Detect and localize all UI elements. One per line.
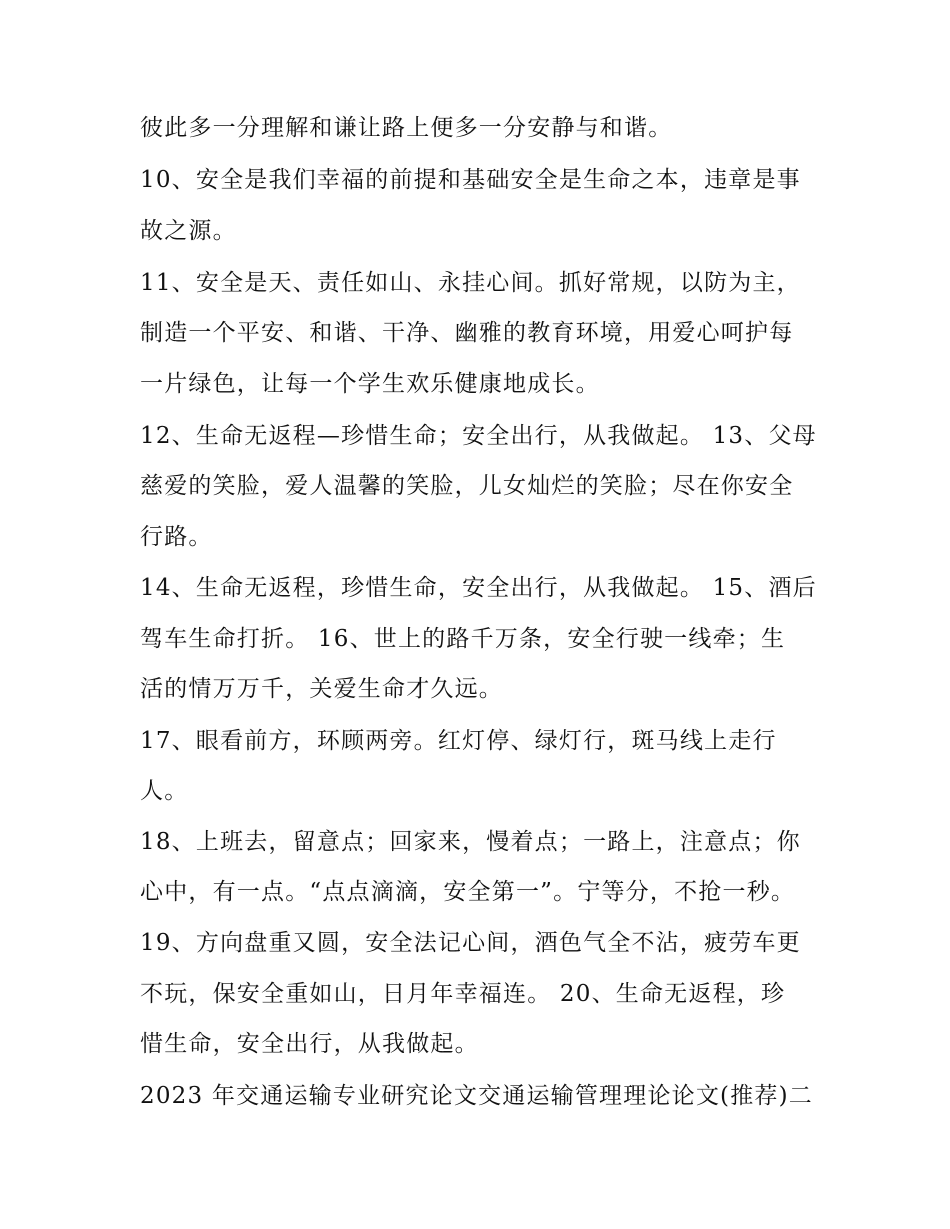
- text-line: 14、生命无返程，珍惜生命，安全出行，从我做起。 15、酒后: [140, 575, 817, 601]
- text-line: 故之源。: [140, 218, 237, 244]
- text-line: 11、安全是天、责任如山、永挂心间。抓好常规，以防为主，: [140, 270, 801, 296]
- text-line: 彼此多一分理解和谦让路上便多一分安静与和谐。: [140, 115, 673, 141]
- text-line: 12、生命无返程—珍惜生命；安全出行，从我做起。 13、父母: [140, 423, 817, 449]
- text-line: 不玩，保安全重如山，日月年幸福连。 20、生命无返程，珍: [140, 981, 786, 1007]
- text-line: 19、方向盘重又圆，安全法记心间，酒色气全不沾，疲劳车更: [140, 930, 801, 956]
- text-line: 慈爱的笑脸，爱人温馨的笑脸，儿女灿烂的笑脸；尽在你安全: [140, 473, 794, 499]
- text-line: 惜生命，安全出行，从我做起。: [140, 1031, 479, 1057]
- text-line: 18、上班去，留意点；回家来，慢着点；一路上，注意点；你: [140, 829, 801, 855]
- text-line: 10、安全是我们幸福的前提和基础安全是生命之本，违章是事: [140, 167, 801, 193]
- text-line: 人。: [140, 778, 189, 804]
- text-line: 行路。: [140, 524, 213, 550]
- text-line: 驾车生命打折。 16、世上的路千万条，安全行驶一线牵；生: [140, 626, 786, 652]
- text-line: 一片绿色，让每一个学生欢乐健康地成长。: [140, 371, 600, 397]
- text-line: 2023 年交通运输专业研究论文交通运输管理理论论文(推荐)二: [140, 1083, 813, 1109]
- text-line: 心中，有一点。“点点滴滴，安全第一”。宁等分，不抢一秒。: [140, 879, 796, 905]
- text-line: 17、眼看前方，环顾两旁。红灯停、绿灯行，斑马线上走行: [140, 728, 777, 754]
- text-line: 制造一个平安、和谐、干净、幽雅的教育环境，用爱心呵护每: [140, 320, 794, 346]
- text-line: 活的情万万千，关爱生命才久远。: [140, 676, 503, 702]
